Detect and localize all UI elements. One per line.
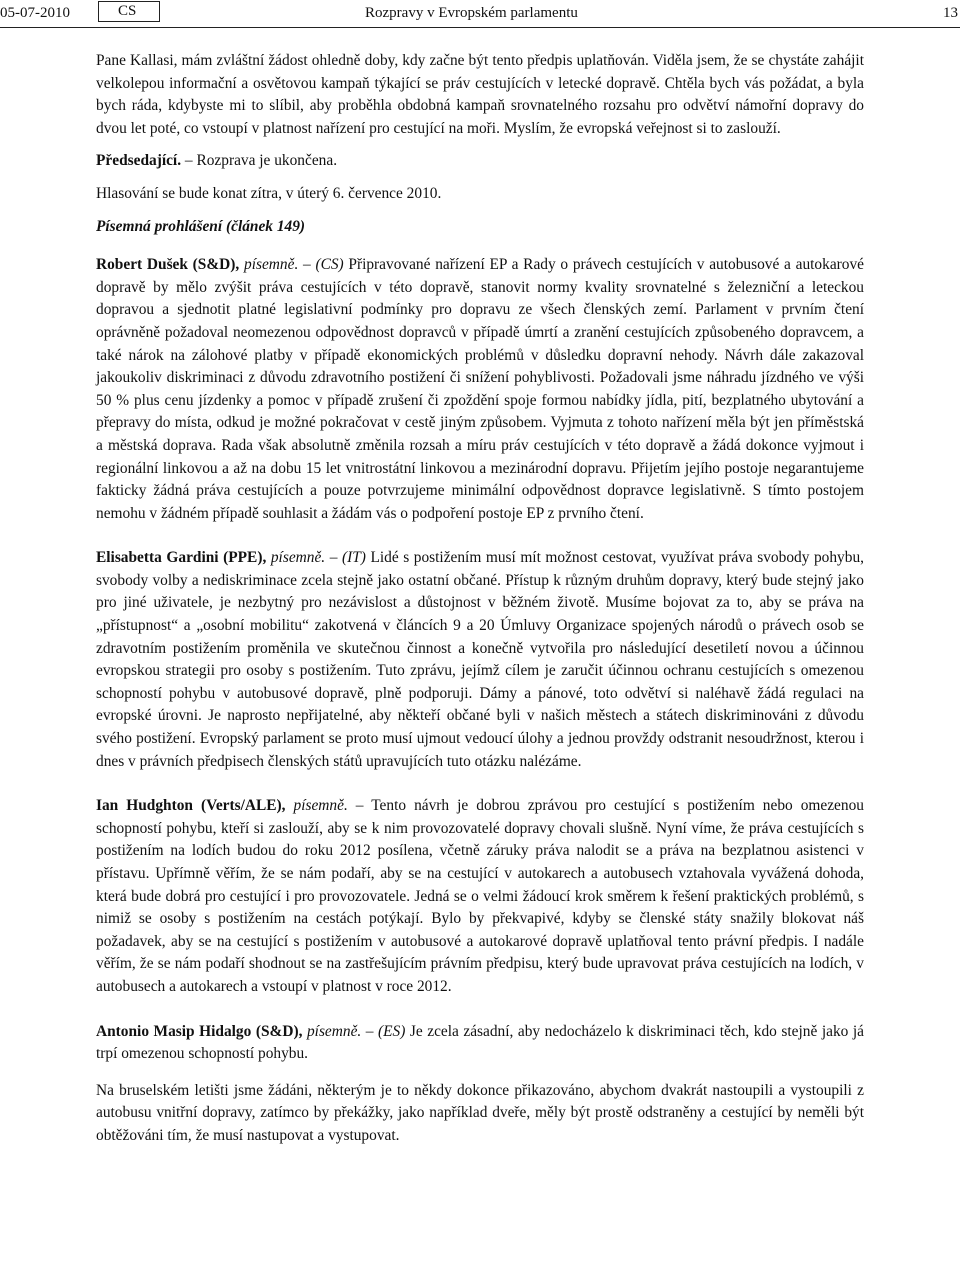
chair-label: Předsedající. (96, 152, 182, 170)
speech-mode: písemně. (285, 797, 348, 815)
speech-text: – Tento návrh je dobrou zprávou pro cestující s postižením nebo omezenou schopností pohybu, kteří si zaslouží, aby se k nim provozovatelé dopravy chovali slušně. Nyní víme, že práva cestujících s postižením na lodích budou do roku 2012 posílena, včetně záruky práva nalodit se a práva na bezplatnou asistenci v přístavu. Upřímně věřím, že se nám podaří, aby se na cestující v autokarech a autobusech vztahovala vyvážená dohoda, která bude dobrá pro cestující i pro provozovatele. Jedná se o velmi žádoucí krok směrem k řešení praktických problémů, s nimiž se osoby s postižením na cestách potýkají. Bylo by překvapivé, kdyby se členské státy snažily blokovat náš požadavek, aby se na cestující s postižením v autobusové a autokarové dopravě uplatňoval tento právní předpis. I nadále věřím, že se nám podaří shodnout se na zastřešujícím právním předpisu, který bude upravovat práva cestujících na lodích, v autobusech a autokarech a vstoupí v platnost v roce 2012. (96, 797, 864, 995)
speech-gardini (96, 547, 864, 773)
intro-paragraph: Pane Kallasi, mám zvláštní žádost ohledně doby, kdy začne být tento předpis uplatňován. Viděla jsem, že se chystáte zahájit velkolepou informační a osvětovou kampaň týkající se práv cestujících v letecké dopravě. Chtěla bych vás požádat, a byla bych ráda, kdybyste mi to slíbil, aby proběhla obdobná kampaň srovnatelného rozsahu pro odvětví námořní dopravy do dvou let poté, co vstoupí v platnost nařízení pro cestující na moři. Myslím, že evropská veřejnost si to zaslouží. (96, 52, 864, 137)
speech-hudghton (96, 795, 864, 998)
speech-text: Připravované nařízení EP a Rady o právech cestujících v autobusové a autokarové dopravě by mělo zvýšit práva cestujících v této dopravě, stanovit normy kvality srovnatelné s železniční a leteckou dopravou a sjednotit platné legislativní podmínky pro dopravu ze všech členských zemí. Parlament v prvním čtení oprávněně požadoval neomezenou odpovědnost dopravců v případě úmrtí a zranění cestujících způsobeného dopravcem, a také nárok na zálohové platby v případě ekonomických problémů v důsledku dopravní nehody. Návrh dále zakazoval jakoukoliv diskriminaci z důvodu zdravotního postižení či snížení pohyblivosti. Požadovali jsme náhradu jízdného ve výši 50 % plus cenu jízdenky a pomoc v případě zrušení či zpoždění spoje formou nabídky jídla, pití, bezplatného ubytování a přepravy do místa, odkud je možné pokračovat v cestě jiným způsobem. Vyjmuta z tohoto nařízení měla být jen příměstská a městská doprava. Rada však absolutně změnila rozsah a míru práv cestujících v této dopravě a žádá dokonce vyjmout i regionální linkovou a až na dobu 15 let vnitrostátní linkovou a mezinárodní dopravu. Přijetím jejího postoje negarantujeme fakticky žádná práva cestujících a pouze potvrzujeme minimální odpovědnost dopravce legislativně. S tímto postojem nemohu v žádném případě souhlasit a žádám vás o podpoření postoje EP z prvního čtení. (96, 256, 864, 522)
speaker-name: Antonio Masip Hidalgo (S&D), (96, 1022, 303, 1040)
publication-title: Rozpravy v Evropském parlamentu (365, 5, 578, 21)
speech-text: Lidé s postižením musí mít možnost cestovat, využívat práva svobody pohybu, svobody volby a nediskriminace zcela stejně jako ostatní občané. Přístup k různým druhům dopravy, který bude stejný jako pro jiné uživatele, je nezbytný pro nezávislost a důstojnost v běžném životě. Musíme bojovat za to, aby se práva na „přístupnost“ a „osobní mobilitu“ zakotvená v článcích 9 a 20 Úmluvy Organizace spojených národů o právech osob se zdravotním postižením proměnila ve skutečnou činnost a konečně vytvořila pro následující desetiletí novou a účinnou evropskou strategii pro osoby s postižením. Tuto zprávu, jejímž cílem je zaručit účinnou ochranu cestujících s omezenou schopností pohybu v autobusové dopravě, plně podporuji. Dámy a pánové, toto odvětví si naléhavě žádá regulaci na evropské úrovni. Je naprosto nepřijatelné, aby někteří občané byli v našich městech a státech diskriminováni z důvodu svého postižení. Evropský parlament se proto musí ujmout vedoucí úlohy a jednou provždy odstranit nesoudržnost, kterou i dnes v právních předpisech členských států upravujících tuto otázku nalézáme. (96, 549, 864, 770)
section-title: Písemná prohlášení (článek 149) (96, 217, 306, 235)
speech-masip-hidalgo (96, 1021, 864, 1066)
speech-language: – (IT) (325, 549, 366, 567)
speaker-name: Elisabetta Gardini (PPE), (96, 549, 267, 567)
speaker-name: Robert Dušek (S&D), (96, 256, 240, 274)
language-box: CS (98, 1, 160, 22)
chair-text: – Rozprava je ukončena. (181, 152, 338, 170)
chair-paragraph (96, 150, 864, 173)
document-body (96, 50, 864, 1148)
header-rule (0, 27, 960, 28)
page-header (0, 0, 960, 28)
page-number: 13 (943, 5, 958, 21)
speech-text: Je zcela zásadní, aby nedocházelo k diskriminaci těch, kdo stejně jako já trpí omezenou schopností pohybu. (96, 1022, 864, 1063)
vote-announcement: Hlasování se bude konat zítra, v úterý 6. července 2010. (96, 184, 442, 202)
speech-language: – (CS) (298, 256, 344, 274)
header-date: 05-07-2010 (0, 5, 70, 21)
speaker-name: Ian Hudghton (Verts/ALE), (96, 797, 286, 815)
speech-language: – (ES) (361, 1022, 406, 1040)
speech-dusek (96, 254, 864, 525)
speech-mode: písemně. (239, 256, 299, 274)
speech-mode: písemně. (266, 549, 326, 567)
closing-paragraph: Na bruselském letišti jsme žádáni, některým je to někdy dokonce přikazováno, abychom dvakrát nastoupili a vystoupili z autobusu vnitřní dopravy, zatímco by překážky, jako například dveře, měly být prostě odstraněny a cestující by neměli být obtěžováni tím, že musí nastupovat a vystupovat. (96, 1081, 864, 1144)
speech-mode: písemně. (302, 1022, 362, 1040)
